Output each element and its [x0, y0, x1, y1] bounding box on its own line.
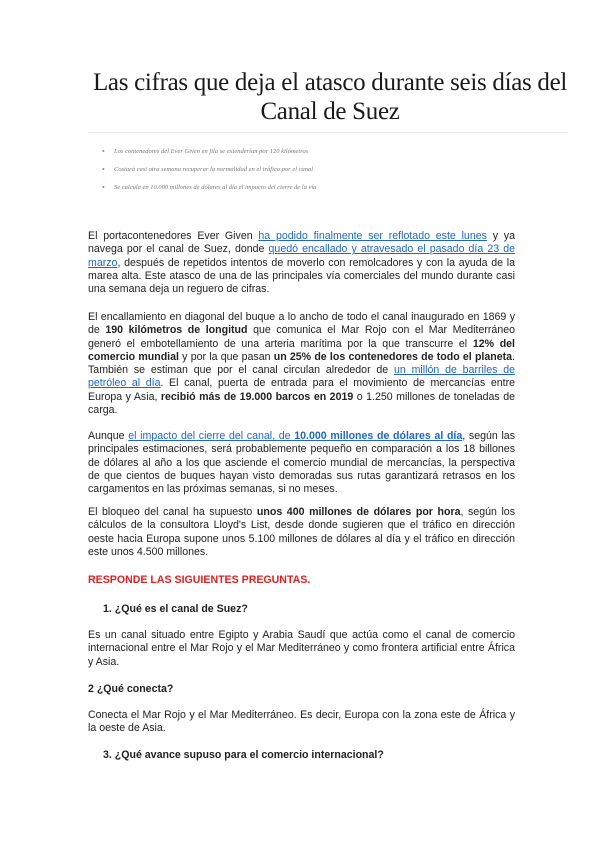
link-barriles[interactable]: un millón de barriles de petróleo al día [88, 364, 515, 390]
answer-1: Es un canal situado entre Egipto y Arabia Saudí que actúa como el canal de comercio internacional entre el Mar Rojo y el Mar Mediterráneo y como frontera artificial entre África y Asia. [88, 629, 515, 668]
highlight-item: • Los contenedores del Ever Given en fila se extenderían por 120 kilómetros [100, 143, 316, 161]
bullet-dot-icon: • [102, 147, 105, 156]
question-3: 3. ¿Qué avance supuso para el comercio internacional? [103, 749, 384, 761]
article-title: Las cifras que deja el atasco durante seis días del Canal de Suez [92, 69, 568, 125]
highlight-item: • Se calcula en 10.000 millones de dólares al día el impacto del cierre de la vía [100, 179, 316, 197]
bullet-dot-icon: • [102, 183, 105, 192]
link-impacto[interactable]: el impacto del cierre del canal, de 10.000 millones de dólares al día [128, 430, 463, 442]
highlight-item: • Costará casi otra semana recuperar la normalidad en el tráfico por el canal [100, 161, 316, 179]
title-divider [88, 132, 568, 133]
highlights-list [100, 143, 316, 197]
answer-2: Conecta el Mar Rojo y el Mar Mediterráneo. Es decir, Europa con la zona este de África y la oeste de Asia. [88, 709, 515, 735]
link-encallado[interactable]: quedó encallado y atravesado el pasado día 23 de marzo [88, 243, 515, 269]
paragraph-1: El portacontenedores Ever Given ha podido finalmente ser reflotado este lunes y ya navega por el canal de Suez, donde quedó encallado y atravesado el pasado día 23 de marzo, después de repetidos intentos de moverlo con remolcadores y con la ayuda de la marea alta. Este atasco de una de las principales vía comerciales del mundo durante casi una semana deja un reguero de cifras. [88, 230, 515, 296]
paragraph-2: El encallamiento en diagonal del buque a lo ancho de todo el canal inaugurado en 1869 y de 190 kilómetros de longitud que comunica el Mar Rojo con el Mar Mediterráneo generó el embotellamiento de una arteria marítima por la que transcurre el 12% del comercio mundial y por la que pasan un 25% de los contenedores de todo el planeta. También se estiman que por el canal circulan alrededor de un millón de barriles de petróleo al día. El canal, puerta de entrada para el movimiento de mercancías entre Europa y Asia, recibió más de 19.000 barcos en 2019 o 1.250 millones de toneladas de carga. [88, 311, 516, 417]
link-reflotado[interactable]: ha podido finalmente ser reflotado este lunes [258, 230, 487, 242]
bullet-dot-icon: • [102, 165, 105, 174]
exercise-heading: RESPONDE LAS SIGUIENTES PREGUNTAS. [88, 574, 311, 586]
question-1: 1. ¿Qué es el canal de Suez? [103, 603, 248, 615]
question-2: 2 ¿Qué conecta? [88, 683, 174, 695]
paragraph-3: Aunque el impacto del cierre del canal, de 10.000 millones de dólares al día, según las principales estimaciones, será probablemente pequeño en comparación a los 18 billones de dólares al año a los que asciende el comercio mundial de mercancías, la perspectiva de que cientos de buques hayan visto demoradas sus rutas garantizará retrasos en los cargamentos en las próximas semanas, si no meses. [88, 430, 515, 496]
paragraph-4: El bloqueo del canal ha supuesto unos 400 millones de dólares por hora, según los cálculos de la consultora Lloyd's List, desde donde sugieren que el tráfico en dirección oeste hacia Europa supone unos 5.100 millones de dólares al día y el tráfico en dirección este unos 4.500 millones. [88, 506, 515, 558]
